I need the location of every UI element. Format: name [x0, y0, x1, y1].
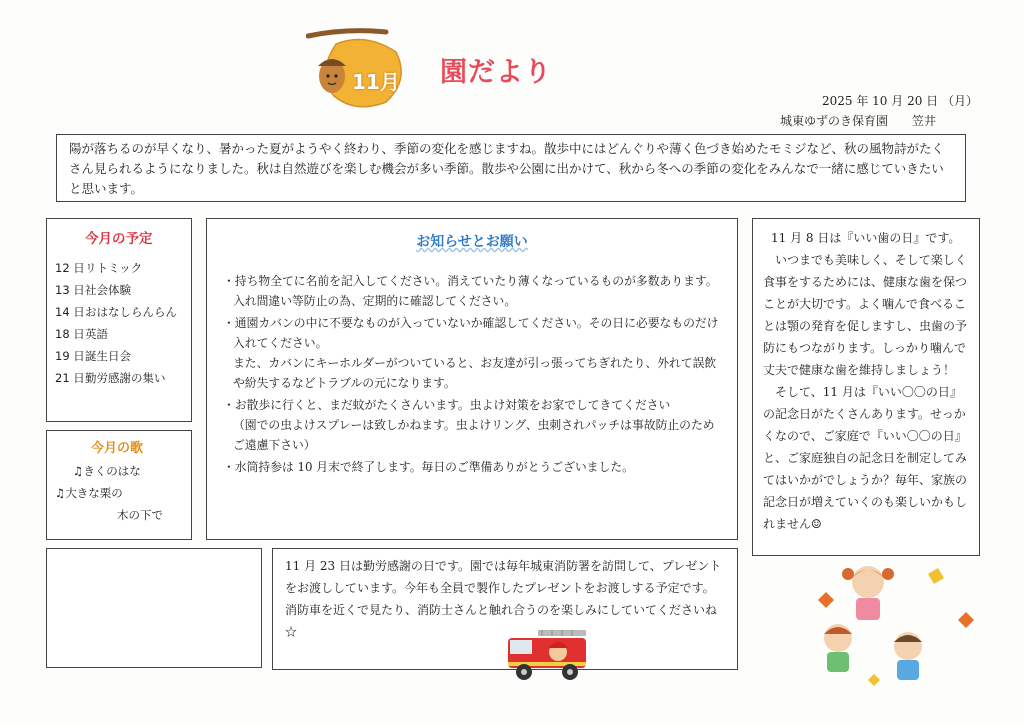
intro-text: 陽が落ちるのが早くなり、暑かった夏がようやく終わり、季節の変化を感じますね。散歩中にはどんぐりや薄く色づき始めたモミジなど、秋の風物詩がたくさん見られるようになりました。秋は自然遊びを楽しむ機会が多い季節。散歩や公園に出かけて、秋から冬への季節の変化をみんなで一緒に感じていきたいと思います。: [69, 141, 945, 196]
music-note-icon: ♫: [73, 464, 84, 478]
schedule-item: 18 日英語: [55, 327, 108, 341]
song-item: ♫きくのはな: [73, 464, 141, 478]
issue-date: 2025 年 10 月 20 日 （月）: [822, 94, 978, 108]
month-badge: 11月: [352, 70, 400, 94]
schedule-box: [46, 218, 192, 422]
teeth-paragraph: そして、11 月は『いい〇〇の日』の記念日がたくさんあります。せっかくなので、ご家庭で『いい〇〇の日』と、ご家庭独自の記念日を制定してみてはいかがでしょうか？毎年、家族の記念日が増えていくのも楽しいかもしれません☺: [763, 385, 968, 531]
songs-box: [46, 430, 192, 540]
notice-item: ・通園カバンの中に不要なものが入っていないか確認してください。その日に必要なものだけ入れてください。 また、カバンにキーホルダーがついていると、お友達が引っ張ってちぎれたり、外れて誤飲や紛失するなどトラブルの元になります。: [223, 316, 719, 390]
teeth-paragraph: いつまでも美味しく、そして楽しく食事をするためには、健康な歯を保つことが大切です。よく噛んで食べることは顎の発育を促しますし、虫歯の予防にもつながります。しっかり噛んで丈夫で健康な歯を維持しましょう！: [763, 253, 968, 377]
schedule-item: 14 日おはなしらんらん: [55, 305, 177, 319]
intro-box: [56, 134, 966, 202]
notices-title: お知らせとお願い: [416, 234, 528, 250]
smile-icon: ☺: [811, 517, 822, 531]
fire-truck-icon: [504, 622, 594, 682]
schedule-item: 12 日リトミック: [55, 261, 143, 275]
schedule-item: 21 日勤労感謝の集い: [55, 371, 166, 385]
blank-box: [46, 548, 262, 668]
song-item: ♫大きな栗の: [55, 486, 123, 500]
song-item-continued: 木の下で: [117, 508, 163, 522]
music-note-icon: ♫: [55, 486, 66, 500]
schedule-item: 19 日誕生日会: [55, 349, 131, 363]
school-name: 城東ゆずのき保育園 笠井: [780, 114, 937, 128]
month-leaf-illustration: [306, 24, 416, 110]
labor-text: 11 月 23 日は勤労感謝の日です。園では毎年城東消防署を訪問して、プレゼントをお渡ししています。今年も全員で製作したプレゼントをお渡しする予定です。消防車を近くで見たり、消防士さんと触れ合うのを楽しみにしていてくださいね☆: [285, 559, 722, 639]
page-title: 園だより: [440, 57, 552, 88]
notice-item: ・お散歩に行くと、まだ蚊がたくさんいます。虫よけ対策をお家でしてきてください （園での虫よけスプレーは致しかねます。虫よけリング、虫刺されパッチは事故防止のためご遠慮下さい）: [223, 398, 715, 452]
teeth-day-box: [752, 218, 980, 556]
kids-autumn-illustration: [808, 560, 988, 690]
songs-title: 今月の歌: [91, 441, 144, 456]
notice-item: ・持ち物全てに名前を記入してください。消えていたり薄くなっているものが多数あります。入れ間違い等防止の為、定期的に確認してください。: [223, 274, 718, 308]
teeth-heading: 11 月 8 日は『いい歯の日』です。: [771, 231, 961, 245]
schedule-title: 今月の予定: [85, 231, 153, 247]
notices-box: [206, 218, 738, 540]
schedule-item: 13 日社会体験: [55, 283, 131, 297]
notice-item: ・水筒持参は 10 月末で終了します。毎日のご準備ありがとうございました。: [223, 460, 634, 474]
